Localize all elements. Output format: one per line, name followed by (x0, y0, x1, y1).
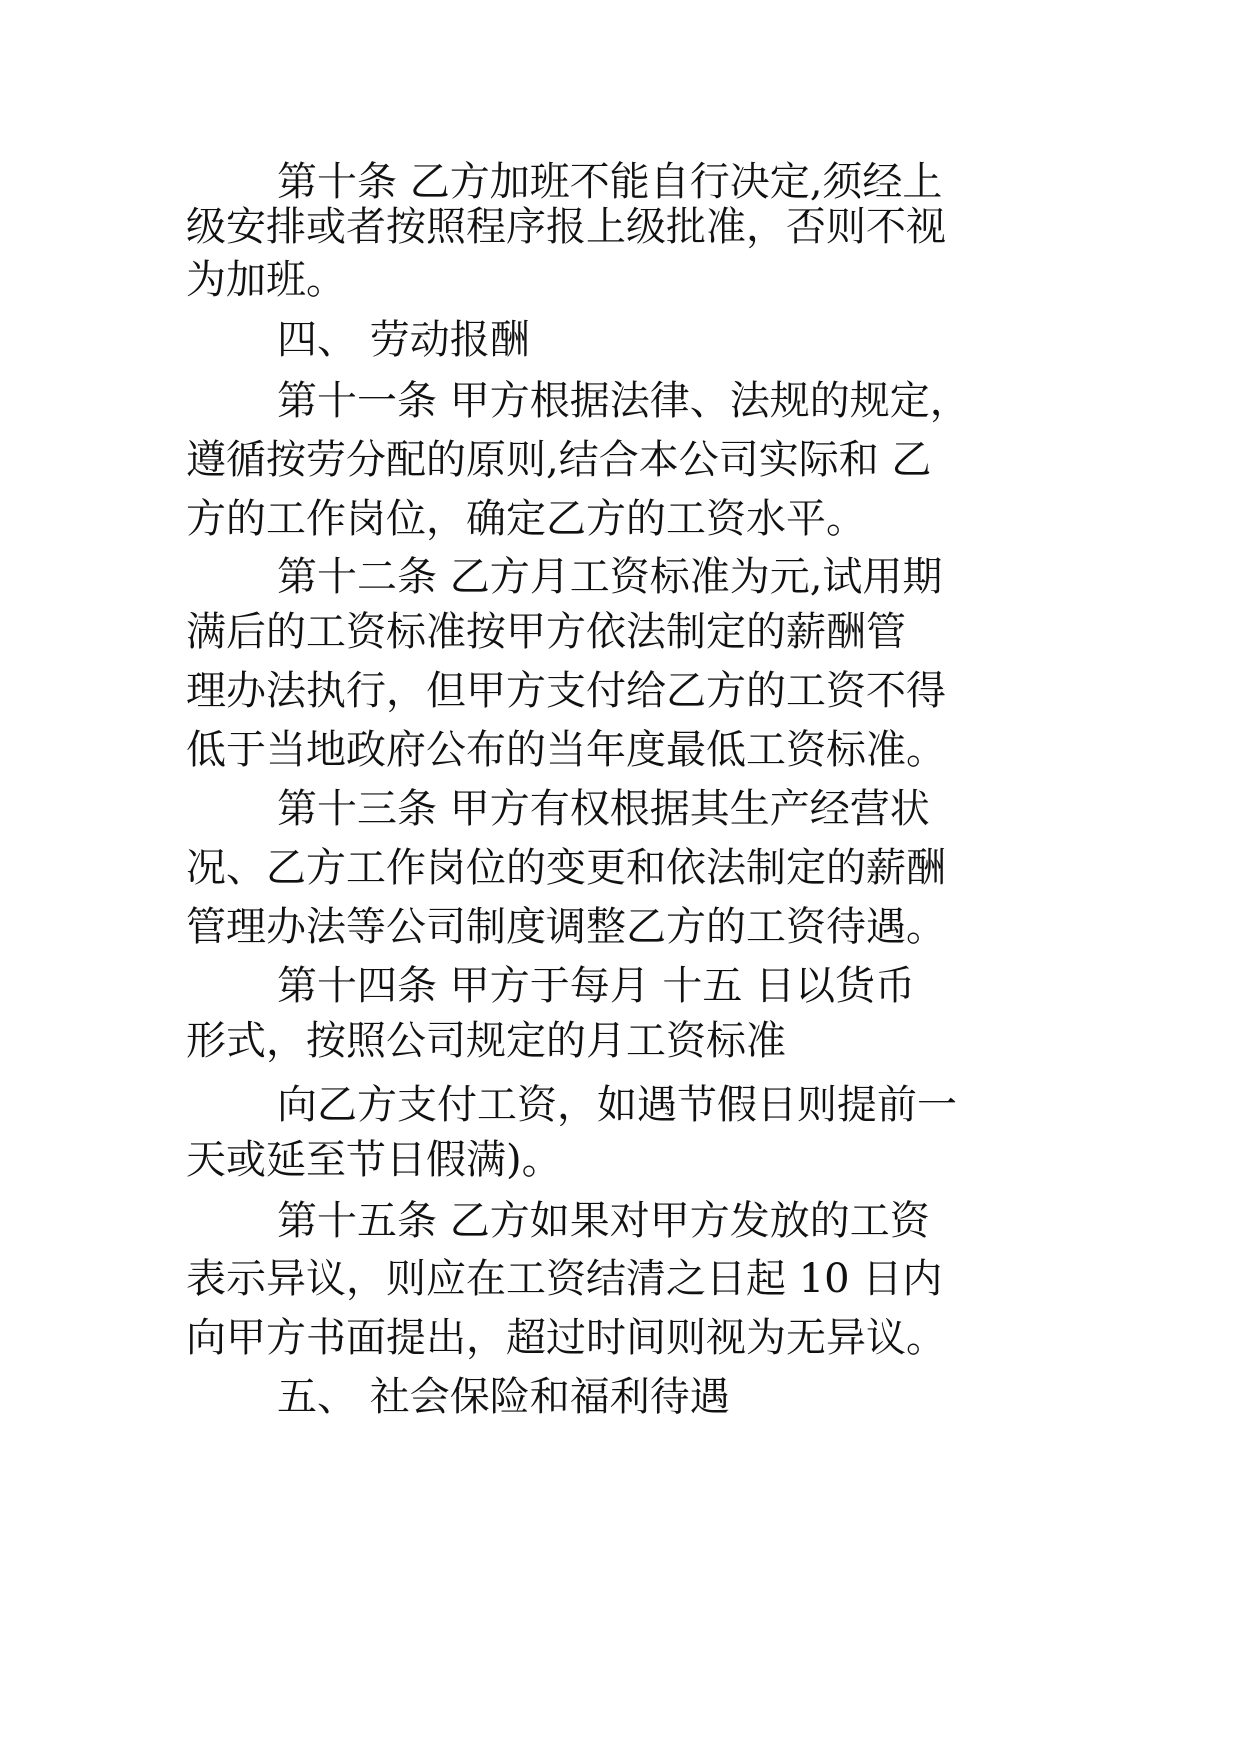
article-12-line-1: 第十二条 乙方月工资标准为元,试用期 (277, 554, 943, 600)
article-11-line-3: 方的工作岗位，确定乙方的工资水平。 (186, 496, 866, 542)
article-14-line-1: 第十四条 甲方于每月 十五 日以货币 (277, 963, 916, 1009)
article-12-line-2: 满后的工资标准按甲方依法制定的薪酬管 (186, 609, 906, 655)
section-heading-4: 四、 劳动报酬 (277, 317, 530, 363)
article-15-line-2: 表示异议，则应在工资结清之日起 10 日内 (186, 1256, 943, 1302)
article-13-line-1: 第十三条 甲方有权根据其生产经营状 (277, 786, 930, 832)
article-12-line-3: 理办法执行，但甲方支付给乙方的工资不得 (186, 668, 946, 714)
section-heading-5: 五、 社会保险和福利待遇 (277, 1374, 730, 1420)
article-13-line-2: 况、乙方工作岗位的变更和依法制定的薪酬 (186, 845, 946, 891)
article-10-line-1: 第十条 乙方加班不能自行决定,须经上 (277, 159, 943, 205)
article-15-line-1: 第十五条 乙方如果对甲方发放的工资 (277, 1198, 930, 1244)
article-14-line-3: 向乙方支付工资，如遇节假日则提前一 (277, 1082, 957, 1128)
article-13-line-3: 管理办法等公司制度调整乙方的工资待遇。 (186, 904, 946, 950)
article-11-line-1: 第十一条 甲方根据法律、法规的规定， (277, 378, 970, 424)
article-14-line-2: 形式，按照公司规定的月工资标准 (186, 1018, 786, 1064)
article-15-line-3: 向甲方书面提出，超过时间则视为无异议。 (186, 1315, 946, 1361)
article-14-line-4: 天或延至节日假满)。 (186, 1137, 562, 1183)
article-11-line-2: 遵循按劳分配的原则,结合本公司实际和 乙 (186, 437, 932, 483)
article-12-line-4: 低于当地政府公布的当年度最低工资标准。 (186, 727, 946, 773)
article-10-line-3: 为加班。 (186, 257, 346, 303)
article-10-line-2: 级安排或者按照程序报上级批准，否则不视 (186, 204, 946, 250)
